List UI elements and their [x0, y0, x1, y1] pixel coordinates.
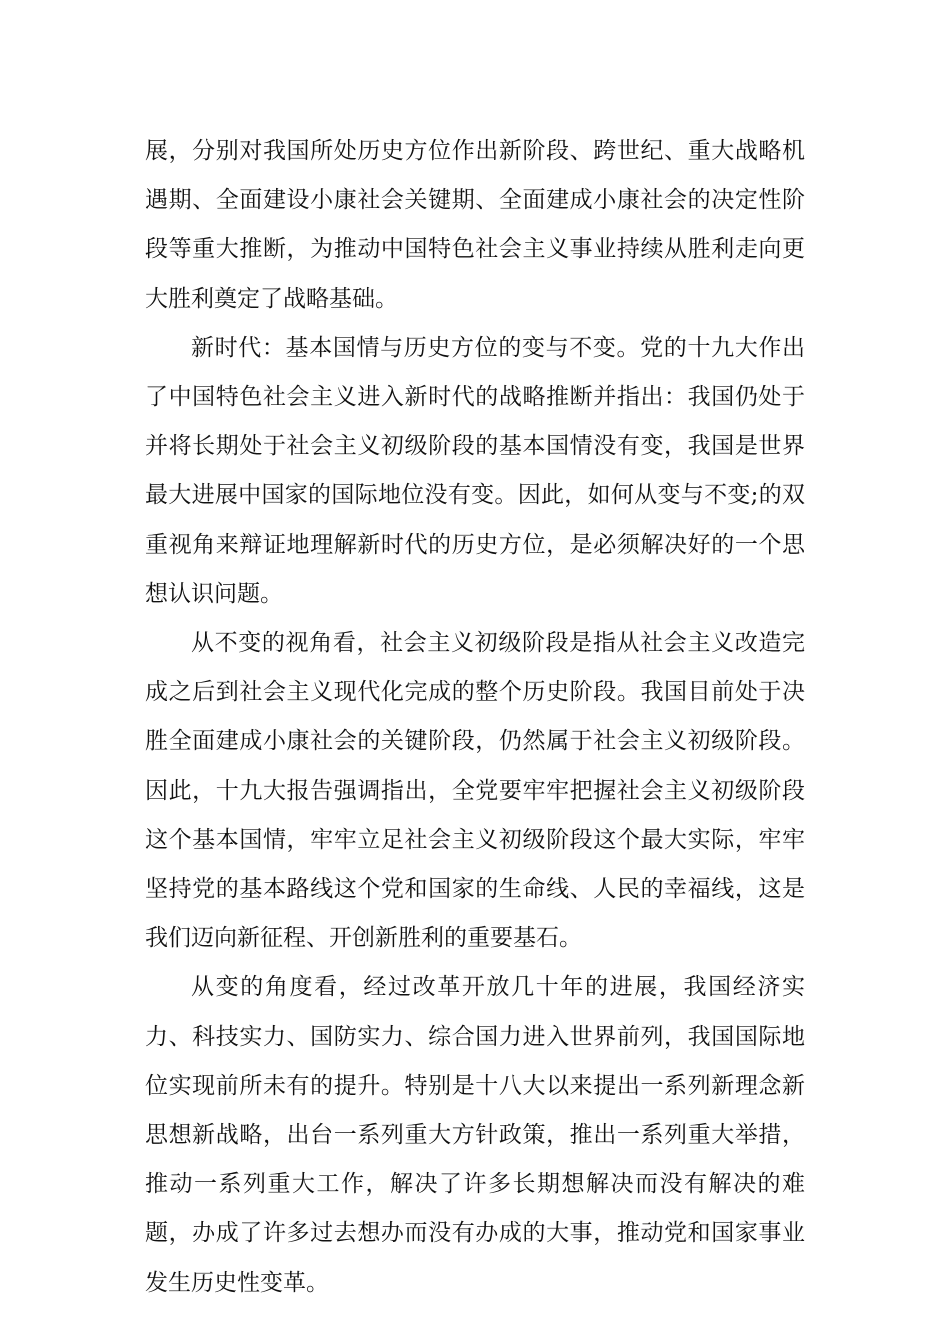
document-body [145, 127, 805, 1308]
paragraph-new-era: 新时代：基本国情与历史方位的变与不变。党的十九大作出了中国特色社会主义进入新时代的战略推断并指出：我国仍处于并将长期处于社会主义初级阶段的基本国情没有变，我国是世界最大进展中国家的国际地位没有变。因此，如何从变与不变;的双重视角来辩证地理解新时代的历史方位，是必须解决好的一个思想认识问题。 [145, 334, 805, 607]
paragraph-unchanged-view: 从不变的视角看，社会主义初级阶段是指从社会主义改造完成之后到社会主义现代化完成的整个历史阶段。我国目前处于决胜全面建成小康社会的关键阶段，仍然属于社会主义初级阶段。因此，十九大报告强调指出，全党要牢牢把握社会主义初级阶段这个基本国情，牢牢立足社会主义初级阶段这个最大实际，牢牢坚持党的基本路线这个党和国家的生命线、人民的幸福线，这是我们迈向新征程、开创新胜利的重要基石。 [145, 630, 805, 952]
paragraph-continuation: 展，分别对我国所处历史方位作出新阶段、跨世纪、重大战略机遇期、全面建设小康社会关键期、全面建成小康社会的决定性阶段等重大推断，为推动中国特色社会主义事业持续从胜利走向更大胜利奠定了战略基础。 [145, 138, 805, 312]
paragraph-changed-view: 从变的角度看，经过改革开放几十年的进展，我国经济实力、科技实力、国防实力、综合国力进入世界前列，我国国际地位实现前所未有的提升。特别是十八大以来提出一系列新理念新思想新战略，出台一系列重大方针政策，推出一系列重大举措，推动一系列重大工作，解决了许多长期想解决而没有解决的难题，办成了许多过去想办而没有办成的大事，推动党和国家事业发生历史性变革。 [145, 974, 805, 1296]
